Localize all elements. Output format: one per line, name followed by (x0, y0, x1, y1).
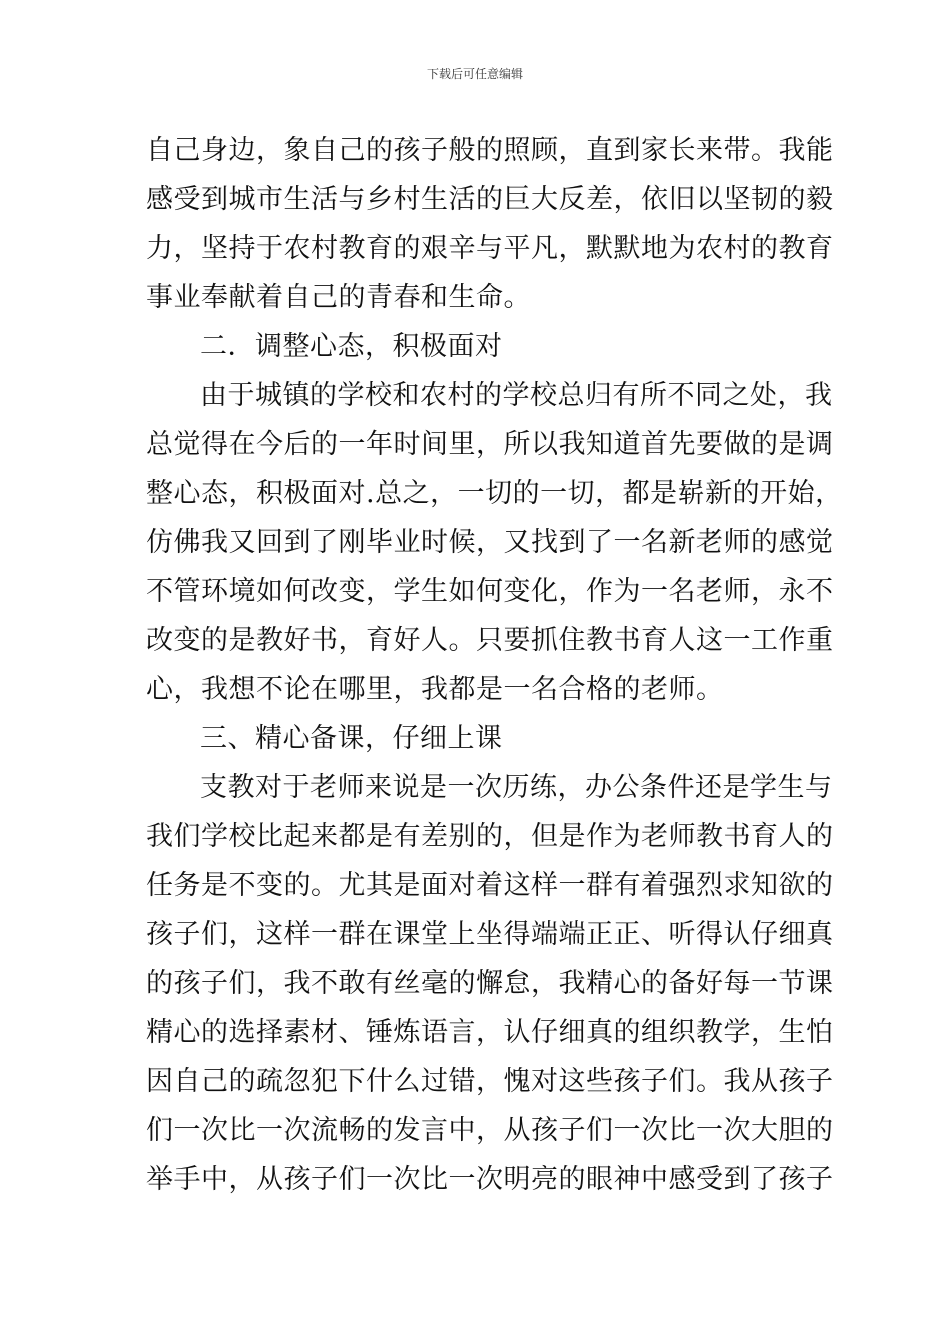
text-line: 精心的选择素材、锤炼语言，认仔细真的组织教学，生怕 (146, 1017, 834, 1048)
text-line: 由于城镇的学校和农村的学校总归有所不同之处，我 (200, 380, 833, 411)
text-line: 的孩子们，我不敢有丝毫的懈怠，我精心的备好每一节课 (146, 968, 834, 999)
text-line: 改变的是教好书，育好人。只要抓住教书育人这一工作重 (146, 625, 834, 656)
text-line: 自己身边，象自己的孩子般的照顾，直到家长来带。我能 (146, 135, 834, 166)
document-body (146, 126, 843, 1204)
text-line: 举手中，从孩子们一次比一次明亮的眼神中感受到了孩子 (146, 1164, 834, 1195)
page-header: 下载后可任意编辑 (426, 67, 523, 81)
text-line: 事业奉献着自己的青春和生命。 (146, 282, 531, 313)
text-line: 不管环境如何改变，学生如何变化，作为一名老师，永不 (146, 576, 834, 607)
text-line: 因自己的疏忽犯下什么过错，愧对这些孩子们。我从孩子 (146, 1066, 834, 1097)
text-line: 支教对于老师来说是一次历练，办公条件还是学生与 (200, 772, 833, 803)
text-line: 我们学校比起来都是有差别的，但是作为老师教书育人的 (146, 821, 834, 852)
text-line: 孩子们，这样一群在课堂上坐得端端正正、听得认仔细真 (146, 919, 834, 950)
text-line: 感受到城市生活与乡村生活的巨大反差，依旧以坚韧的毅 (146, 184, 834, 215)
section-heading: 三、精心备课，仔细上课 (200, 723, 503, 754)
text-line: 整心态，积极面对.总之，一切的一切，都是崭新的开始， (146, 478, 843, 509)
text-line: 仿佛我又回到了刚毕业时候，又找到了一名新老师的感觉 (146, 527, 834, 558)
text-line: 任务是不变的。尤其是面对着这样一群有着强烈求知欲的 (146, 870, 834, 901)
text-line: 心，我想不论在哪里，我都是一名合格的老师。 (146, 674, 724, 705)
text-line: 总觉得在今后的一年时间里，所以我知道首先要做的是调 (146, 429, 834, 460)
text-line: 力，坚持于农村教育的艰辛与平凡，默默地为农村的教育 (146, 233, 834, 264)
section-heading: 二．调整心态，积极面对 (200, 331, 503, 362)
text-line: 们一次比一次流畅的发言中，从孩子们一次比一次大胆的 (146, 1115, 834, 1146)
